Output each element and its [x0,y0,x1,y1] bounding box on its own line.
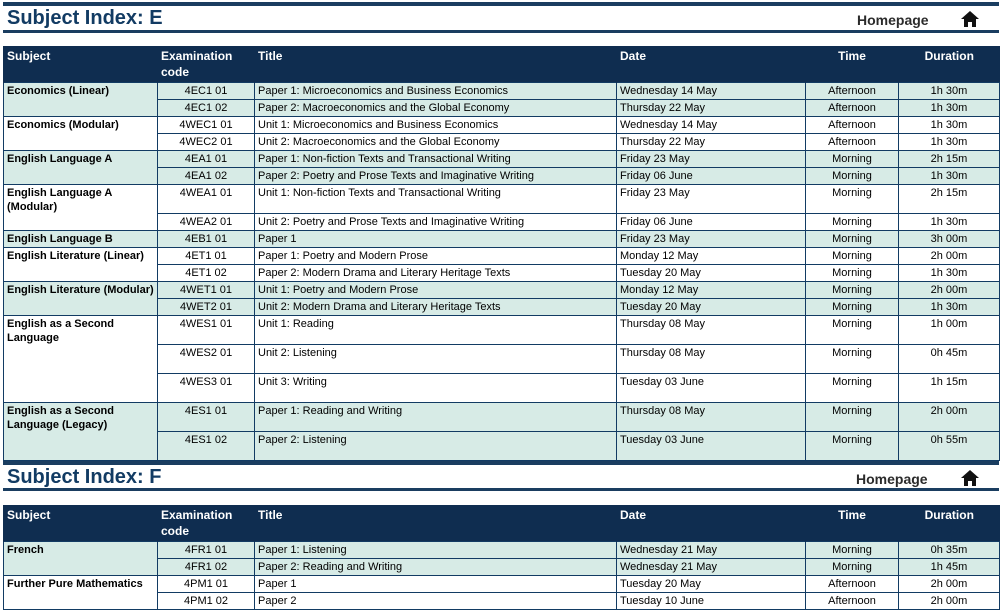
header-code: Examination code [158,46,255,83]
duration-cell: 0h 55m [899,432,1000,461]
title-cell: Paper 1: Reading and Writing [255,403,617,432]
title-cell: Paper 2: Listening [255,432,617,461]
code-cell: 4ES1 01 [158,403,255,432]
duration-cell: 2h 00m [899,576,1000,593]
code-cell: 4EB1 01 [158,231,255,248]
time-cell: Morning [806,542,899,559]
code-cell: 4WEC2 01 [158,134,255,151]
duration-cell: 0h 45m [899,345,1000,374]
date-cell: Wednesday 21 May [617,559,806,576]
duration-cell: 2h 00m [899,282,1000,299]
time-cell: Morning [806,299,899,316]
title-cell: Unit 1: Microeconomics and Business Economics [255,117,617,134]
code-cell: 4EC1 02 [158,100,255,117]
code-cell: 4EA1 02 [158,168,255,185]
exam-table-e [3,46,1000,461]
duration-cell: 2h 00m [899,248,1000,265]
header-band [3,2,999,6]
header-subject: Subject [4,46,158,83]
time-cell: Morning [806,282,899,299]
title-cell: Unit 1: Reading [255,316,617,345]
date-cell: Tuesday 03 June [617,432,806,461]
header-duration: Duration [899,505,1000,542]
time-cell: Morning [806,265,899,282]
date-cell: Monday 12 May [617,282,806,299]
title-cell: Paper 1 [255,231,617,248]
title-cell: Unit 2: Modern Drama and Literary Heritage Texts [255,299,617,316]
table-row [4,542,1000,559]
subject-cell: French [4,542,158,576]
title-cell: Unit 2: Macroeconomics and the Global Economy [255,134,617,151]
time-cell: Afternoon [806,576,899,593]
table-row [4,403,1000,432]
time-cell: Morning [806,559,899,576]
duration-cell: 1h 30m [899,299,1000,316]
title-cell: Paper 1: Non-fiction Texts and Transactional Writing [255,151,617,168]
header-rule [3,30,999,33]
header-duration: Duration [899,46,1000,83]
time-cell: Morning [806,345,899,374]
table-row [4,151,1000,168]
table-row [4,316,1000,345]
date-cell: Wednesday 14 May [617,117,806,134]
date-cell: Tuesday 20 May [617,265,806,282]
duration-cell: 1h 15m [899,374,1000,403]
duration-cell: 0h 35m [899,542,1000,559]
date-cell: Tuesday 03 June [617,374,806,403]
exam-table-f [3,505,1000,610]
date-cell: Thursday 22 May [617,100,806,117]
table-header [4,46,1000,83]
header-title: Title [255,46,617,83]
title-cell: Unit 2: Poetry and Prose Texts and Imaginative Writing [255,214,617,231]
duration-cell: 1h 30m [899,83,1000,100]
duration-cell: 2h 00m [899,403,1000,432]
time-cell: Morning [806,214,899,231]
code-cell: 4ET1 01 [158,248,255,265]
time-cell: Morning [806,316,899,345]
header-time: Time [806,46,899,83]
section-title: Subject Index: F [7,466,162,488]
header-date: Date [617,46,806,83]
time-cell: Afternoon [806,593,899,610]
duration-cell: 1h 30m [899,265,1000,282]
time-cell: Morning [806,151,899,168]
time-cell: Morning [806,231,899,248]
subject-cell: English Literature (Modular) [4,282,158,316]
code-cell: 4PM1 01 [158,576,255,593]
title-cell: Paper 2 [255,593,617,610]
title-cell: Paper 2: Modern Drama and Literary Heritage Texts [255,265,617,282]
title-cell: Paper 1 [255,576,617,593]
home-icon[interactable] [960,10,980,28]
time-cell: Morning [806,403,899,432]
code-cell: 4WES3 01 [158,374,255,403]
code-cell: 4ET1 02 [158,265,255,282]
title-cell: Paper 2: Poetry and Prose Texts and Imaginative Writing [255,168,617,185]
duration-cell: 2h 15m [899,185,1000,214]
duration-cell: 3h 00m [899,231,1000,248]
title-cell: Unit 3: Writing [255,374,617,403]
table-row [4,248,1000,265]
section-f [3,461,999,607]
section-title: Subject Index: E [7,7,163,29]
header-title: Title [255,505,617,542]
code-cell: 4WES1 01 [158,316,255,345]
table-row [4,185,1000,214]
duration-cell: 2h 00m [899,593,1000,610]
code-cell: 4PM1 02 [158,593,255,610]
header-band [3,461,999,465]
date-cell: Tuesday 20 May [617,576,806,593]
table-header [4,505,1000,542]
table-row [4,231,1000,248]
date-cell: Tuesday 10 June [617,593,806,610]
date-cell: Friday 06 June [617,168,806,185]
date-cell: Friday 23 May [617,231,806,248]
date-cell: Friday 23 May [617,151,806,168]
date-cell: Monday 12 May [617,248,806,265]
subject-cell: English as a Second Language [4,316,158,403]
code-cell: 4EC1 01 [158,83,255,100]
duration-cell: 1h 00m [899,316,1000,345]
subject-cell: English Language A [4,151,158,185]
subject-cell: English Language A (Modular) [4,185,158,231]
title-cell: Unit 2: Listening [255,345,617,374]
time-cell: Morning [806,248,899,265]
duration-cell: 1h 30m [899,168,1000,185]
table-row [4,576,1000,593]
header-subject: Subject [4,505,158,542]
title-cell: Paper 1: Listening [255,542,617,559]
header-code: Examination code [158,505,255,542]
subject-cell: English Language B [4,231,158,248]
subject-cell: Economics (Modular) [4,117,158,151]
header-time: Time [806,505,899,542]
code-cell: 4FR1 01 [158,542,255,559]
time-cell: Afternoon [806,117,899,134]
duration-cell: 1h 30m [899,100,1000,117]
code-cell: 4WET2 01 [158,299,255,316]
title-cell: Unit 1: Poetry and Modern Prose [255,282,617,299]
date-cell: Wednesday 21 May [617,542,806,559]
code-cell: 4WES2 01 [158,345,255,374]
date-cell: Thursday 22 May [617,134,806,151]
subject-cell: Economics (Linear) [4,83,158,117]
code-cell: 4WET1 01 [158,282,255,299]
title-cell: Unit 1: Non-fiction Texts and Transactional Writing [255,185,617,214]
subject-cell: English as a Second Language (Legacy) [4,403,158,461]
time-cell: Morning [806,185,899,214]
duration-cell: 1h 30m [899,134,1000,151]
date-cell: Wednesday 14 May [617,83,806,100]
date-cell: Tuesday 20 May [617,299,806,316]
header-rule [3,488,999,491]
homepage-link[interactable]: Homepage [856,471,928,487]
table-row [4,83,1000,100]
title-cell: Paper 2: Reading and Writing [255,559,617,576]
time-cell: Morning [806,168,899,185]
duration-cell: 1h 30m [899,214,1000,231]
home-icon[interactable] [960,469,980,487]
code-cell: 4WEA1 01 [158,185,255,214]
date-cell: Friday 23 May [617,185,806,214]
code-cell: 4WEA2 01 [158,214,255,231]
title-cell: Paper 1: Microeconomics and Business Economics [255,83,617,100]
title-cell: Paper 2: Macroeconomics and the Global Economy [255,100,617,117]
code-cell: 4FR1 02 [158,559,255,576]
duration-cell: 1h 45m [899,559,1000,576]
time-cell: Afternoon [806,83,899,100]
section-e [3,2,999,447]
date-cell: Thursday 08 May [617,403,806,432]
homepage-link[interactable]: Homepage [857,12,929,28]
code-cell: 4ES1 02 [158,432,255,461]
table-row [4,117,1000,134]
code-cell: 4WEC1 01 [158,117,255,134]
subject-cell: English Literature (Linear) [4,248,158,282]
time-cell: Afternoon [806,100,899,117]
time-cell: Morning [806,432,899,461]
date-cell: Thursday 08 May [617,345,806,374]
subject-cell: Further Pure Mathematics [4,576,158,610]
duration-cell: 1h 30m [899,117,1000,134]
header-date: Date [617,505,806,542]
date-cell: Friday 06 June [617,214,806,231]
date-cell: Thursday 08 May [617,316,806,345]
time-cell: Afternoon [806,134,899,151]
title-cell: Paper 1: Poetry and Modern Prose [255,248,617,265]
table-row [4,282,1000,299]
duration-cell: 2h 15m [899,151,1000,168]
code-cell: 4EA1 01 [158,151,255,168]
time-cell: Morning [806,374,899,403]
